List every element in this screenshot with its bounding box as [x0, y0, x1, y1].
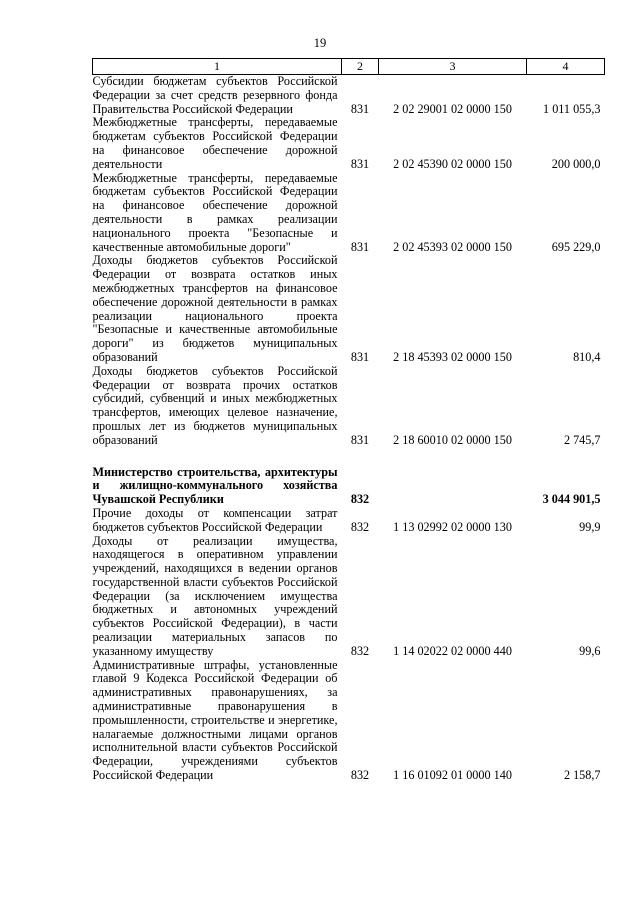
admin-code: 832	[350, 643, 370, 658]
ministry-name: Министерство строительства, архитектуры и жилищно-коммунального хозяйства Чувашской Республики	[92, 464, 338, 507]
amount: 2 158,7	[563, 768, 601, 783]
budget-classification-code: 1 13 02992 02 0000 130	[393, 519, 512, 534]
amount: 810,4	[573, 349, 601, 364]
column-header-1: 1	[93, 59, 342, 75]
budget-classification-code: 2 02 45393 02 0000 150	[393, 239, 512, 254]
page-number: 19	[313, 36, 327, 50]
admin-code: 831	[350, 101, 370, 116]
budget-classification-code	[379, 448, 527, 507]
revenue-name: Межбюджетные трансферты, передаваемые бюджетам субъектов Российской Федерации на финансовое обеспечение дорожной деятельности в рамках реализации национального проекта "Безопасные и качественные автомобильные дороги"	[92, 170, 338, 254]
table-row	[93, 507, 605, 535]
revenue-name: Доходы от реализации имущества, находящегося в оперативном управлении учреждений, находящихся в ведении органов государственной власти субъектов Российской Федерации (за исключением имущества бюджетных и автономных учреждений субъектов Российской Федерации), в части реализации материальных запасов по указанному имуществу	[92, 533, 338, 658]
revenue-name: Доходы бюджетов субъектов Российской Федерации от возврата остатков иных межбюджетных трансфертов на финансовое обеспечение дорожной деятельности в рамках реализации национального проекта "Безопасные и качественные автомобильные дороги" из бюджетов муниципальных образований	[92, 253, 338, 364]
budget-classification-code: 2 02 29001 02 0000 150	[393, 101, 512, 116]
admin-code: 831	[350, 239, 370, 254]
column-header-3: 3	[379, 59, 527, 75]
admin-code: 831	[350, 156, 370, 171]
amount: 200 000,0	[551, 156, 601, 171]
admin-code: 832	[350, 519, 370, 534]
revenue-name: Доходы бюджетов субъектов Российской Федерации от возврата прочих остатков субсидий, субвенций и иных межбюджетных трансфертов, имеющих целевое назначение, прошлых лет из бюджетов муниципальных образований	[92, 363, 338, 447]
budget-classification-code: 2 18 60010 02 0000 150	[393, 432, 512, 447]
table-row	[93, 75, 605, 117]
budget-table	[92, 58, 605, 783]
budget-classification-code: 1 16 01092 01 0000 140	[393, 768, 512, 783]
column-header-2: 2	[342, 59, 379, 75]
revenue-name: Прочие доходы от компенсации затрат бюджетов субъектов Российской Федерации	[92, 505, 338, 534]
revenue-name: Субсидии бюджетам субъектов Российской Федерации за счет средств резервного фонда Правительства Российской Федерации	[92, 74, 338, 116]
budget-classification-code: 1 14 02022 02 0000 440	[393, 643, 512, 658]
table-row	[93, 659, 605, 783]
admin-code: 832	[350, 768, 370, 783]
table-row	[93, 116, 605, 171]
table-row	[93, 254, 605, 364]
amount: 2 745,7	[563, 432, 601, 447]
admin-code: 831	[350, 432, 370, 447]
column-header-4: 4	[527, 59, 605, 75]
table-row	[93, 535, 605, 659]
ministry-row	[93, 448, 605, 507]
table-row	[93, 172, 605, 255]
budget-classification-code: 2 18 45393 02 0000 150	[393, 349, 512, 364]
amount: 99,6	[579, 643, 601, 658]
admin-code: 832	[350, 492, 370, 507]
budget-classification-code: 2 02 45390 02 0000 150	[393, 156, 512, 171]
table-row	[93, 365, 605, 448]
table-header-row	[93, 59, 605, 75]
amount: 99,9	[579, 519, 601, 534]
amount: 1 011 055,3	[543, 101, 601, 116]
revenue-name: Межбюджетные трансферты, передаваемые бюджетам субъектов Российской Федерации на финансовое обеспечение дорожной деятельности	[92, 115, 338, 171]
ministry-total-amount: 3 044 901,5	[542, 492, 601, 507]
admin-code: 831	[350, 349, 370, 364]
amount: 695 229,0	[551, 239, 601, 254]
revenue-name: Административные штрафы, установленные главой 9 Кодекса Российской Федерации об административных правонарушениях, за административные правонарушения в промышленности, строительстве и энергетике, налагаемые должностными лицами органов исполнительной власти субъектов Российской Федерации, учреждениями субъектов Российской Федерации	[92, 657, 338, 783]
